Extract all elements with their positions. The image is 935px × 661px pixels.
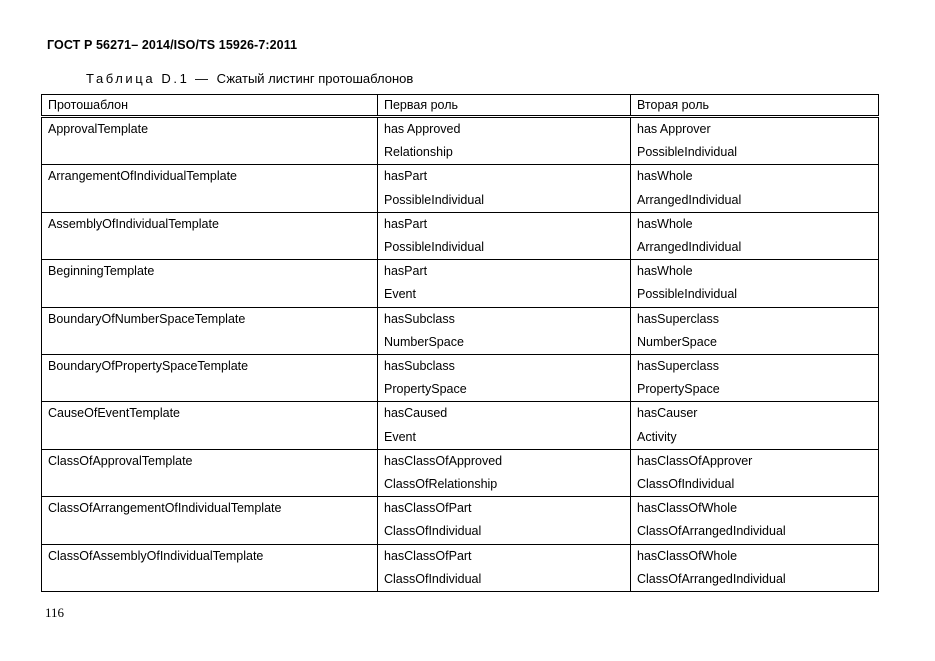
role-line: PossibleIndividual (384, 192, 485, 207)
role-line: PropertySpace (384, 382, 467, 397)
second-role-cell (631, 355, 879, 402)
role-line: ClassOfIndividual (637, 477, 735, 492)
role-line: ClassOfRelationship (384, 477, 498, 492)
table-row (42, 355, 879, 402)
role-line: ArrangedIndividual (637, 192, 742, 207)
table-row (42, 497, 879, 544)
column-header-second-role: Вторая роль (631, 95, 879, 117)
role-line: hasSuperclass (637, 359, 719, 374)
role-line: Event (384, 429, 416, 444)
first-role-cell (378, 402, 631, 449)
role-line: Event (384, 287, 416, 302)
role-line: ClassOfArrangedIndividual (637, 571, 786, 586)
template-name-cell: CauseOfEventTemplate (42, 402, 378, 449)
first-role-cell (378, 307, 631, 354)
role-line: NumberSpace (384, 334, 464, 349)
template-name-cell: ClassOfArrangementOfIndividualTemplate (42, 497, 378, 544)
second-role-cell (631, 544, 879, 591)
role-line: has Approver (637, 122, 711, 136)
role-line: hasSubclass (384, 359, 455, 374)
second-role-cell (631, 402, 879, 449)
template-name-cell: BoundaryOfNumberSpaceTemplate (42, 307, 378, 354)
table-caption (86, 71, 413, 86)
template-name-cell: ClassOfAssemblyOfIndividualTemplate (42, 544, 378, 591)
template-name-cell: ApprovalTemplate (42, 117, 378, 165)
table-row (42, 117, 879, 165)
role-line: hasCaused (384, 406, 448, 421)
first-role-cell (378, 355, 631, 402)
role-line: ArrangedIndividual (637, 240, 742, 255)
role-line: hasClassOfPart (384, 548, 472, 563)
table-row (42, 165, 879, 212)
first-role-cell (378, 212, 631, 259)
table-row (42, 307, 879, 354)
role-line: ClassOfIndividual (384, 524, 482, 539)
role-line: ClassOfArrangedIndividual (637, 524, 786, 539)
template-name-cell: BeginningTemplate (42, 260, 378, 307)
role-line: hasSubclass (384, 311, 455, 326)
template-name-cell: AssemblyOfIndividualTemplate (42, 212, 378, 259)
column-header-first-role: Первая роль (378, 95, 631, 117)
table-row (42, 449, 879, 496)
template-name-cell: ArrangementOfIndividualTemplate (42, 165, 378, 212)
role-line: Activity (637, 429, 677, 444)
first-role-cell (378, 497, 631, 544)
second-role-cell (631, 497, 879, 544)
template-name-cell: BoundaryOfPropertySpaceTemplate (42, 355, 378, 402)
role-line: hasPart (384, 169, 428, 184)
document-header: ГОСТ Р 56271– 2014/ISO/TS 15926-7:2011 (47, 38, 298, 52)
column-header-template: Протошаблон (42, 95, 378, 117)
role-line: hasPart (384, 216, 428, 231)
role-line: hasClassOfWhole (637, 548, 738, 563)
role-line: hasWhole (637, 216, 693, 231)
table-row (42, 402, 879, 449)
caption-separator: — (195, 71, 209, 86)
table-row (42, 212, 879, 259)
role-line: hasClassOfApprover (637, 453, 753, 468)
second-role-cell (631, 117, 879, 165)
role-line: ClassOfIndividual (384, 571, 482, 586)
first-role-cell (378, 260, 631, 307)
role-line: PossibleIndividual (637, 145, 738, 160)
role-line: hasCauser (637, 406, 698, 421)
first-role-cell (378, 544, 631, 591)
table-row (42, 544, 879, 591)
table-title: Сжатый листинг протошаблонов (216, 71, 414, 86)
first-role-cell (378, 117, 631, 165)
second-role-cell (631, 260, 879, 307)
role-line: has Approved (384, 122, 461, 136)
role-line: Relationship (384, 145, 453, 160)
table-header-row (42, 95, 879, 117)
table-id: Таблица D.1 (86, 71, 190, 86)
first-role-cell (378, 165, 631, 212)
table-row (42, 260, 879, 307)
role-line: hasClassOfApproved (384, 453, 503, 468)
role-line: PropertySpace (637, 382, 720, 397)
second-role-cell (631, 307, 879, 354)
template-name-cell: ClassOfApprovalTemplate (42, 449, 378, 496)
role-line: hasWhole (637, 264, 693, 279)
second-role-cell (631, 212, 879, 259)
role-line: hasPart (384, 264, 428, 279)
role-line: hasSuperclass (637, 311, 719, 326)
role-line: hasClassOfWhole (637, 501, 738, 516)
templates-table (41, 94, 879, 592)
role-line: hasClassOfPart (384, 501, 472, 516)
second-role-cell (631, 165, 879, 212)
second-role-cell (631, 449, 879, 496)
first-role-cell (378, 449, 631, 496)
page-number: 116 (45, 605, 65, 620)
role-line: NumberSpace (637, 334, 717, 349)
role-line: PossibleIndividual (637, 287, 738, 302)
role-line: hasWhole (637, 169, 693, 184)
role-line: PossibleIndividual (384, 240, 485, 255)
